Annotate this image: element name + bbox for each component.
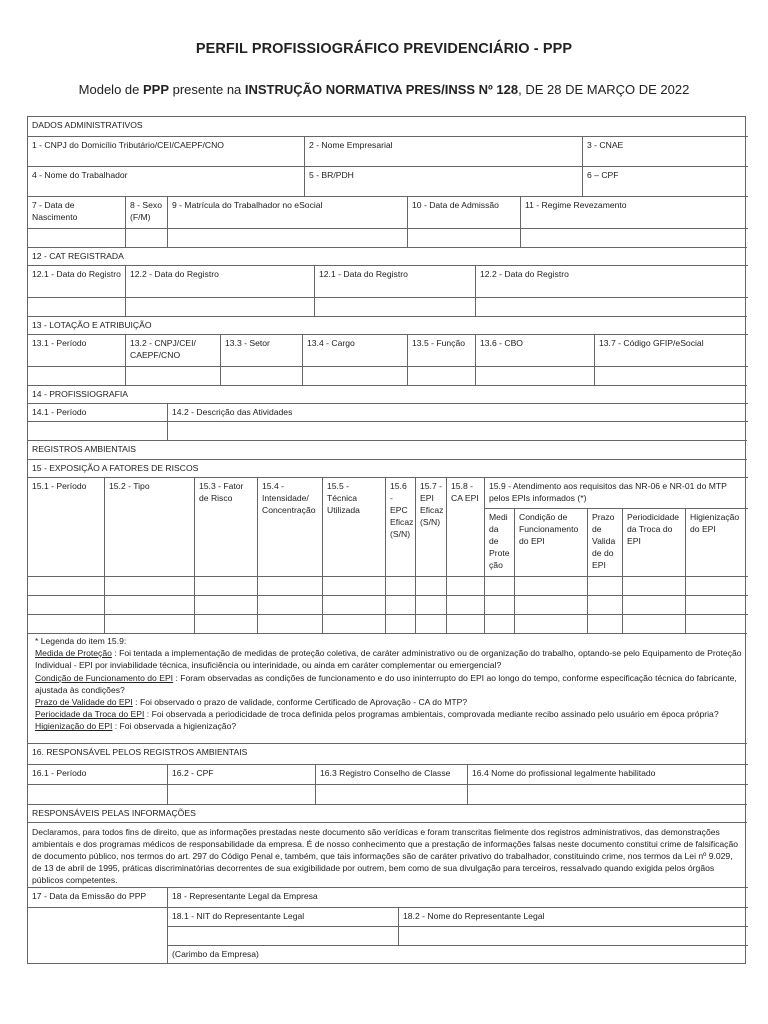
field-15-4: 15.4 - Intensidade/ Concentração — [257, 477, 322, 576]
field-13-5: 13.5 - Função — [407, 334, 475, 366]
table-cell[interactable] — [446, 576, 484, 595]
field-16-1: 16.1 - Período — [27, 764, 167, 784]
section-dados-administrativos: DADOS ADMINISTRATIVOS — [27, 117, 747, 136]
field-15-1: 15.1 - Período — [27, 477, 104, 576]
table-cell[interactable] — [415, 576, 446, 595]
table-cell[interactable] — [622, 614, 685, 633]
input-16-4[interactable] — [467, 784, 748, 804]
page-subtitle: Modelo de PPP presente na INSTRUÇÃO NORMATIVA PRES/INSS Nº 128, DE 28 DE MARÇO DE 2022 — [78, 82, 690, 97]
field-16-4: 16.4 Nome do profissional legalmente habilitado — [467, 764, 748, 784]
field-6-cpf[interactable]: 6 – CPF — [582, 166, 748, 196]
table-cell[interactable] — [322, 614, 385, 633]
field-18-1: 18.1 - NIT do Representante Legal — [167, 907, 398, 926]
input-12-2-a[interactable] — [125, 297, 314, 316]
section-profissiografia: 14 - PROFISSIOGRAFIA — [27, 385, 747, 403]
input-7[interactable] — [27, 228, 125, 247]
input-18-2[interactable] — [398, 926, 748, 945]
field-7-data-nascimento: 7 - Data de Nascimento — [27, 196, 125, 228]
input-13-2[interactable] — [125, 366, 220, 385]
table-cell[interactable] — [322, 595, 385, 614]
field-18: 18 - Representante Legal da Empresa — [167, 887, 748, 907]
field-5-br-pdh[interactable]: 5 - BR/PDH — [304, 166, 582, 196]
field-12-1-a: 12.1 - Data do Registro — [27, 265, 125, 297]
legenda-text: * Legenda do item 15.9: Medida de Proteção : Foi tentada a implementação de medidas de proteção coletiva, de caráter administrativo ou de organização do trabalho, optando-se pelo Equipamento de Proteção Individual - EPI por inviabilidade técnica, insuficiência ou interinidade, ou ainda em caráter complementar ou emergencial? Condição de Funcionamento do EPI : Foram observadas as condições de funcionamento e do uso ininterrupto do EPI ao longo do tempo, conforme especificação técnica do fabricante, ajustada às condições? Prazo de Validade do EPI : Foi observado o prazo de validade, conforme Certificado de Aprovação - CA do MTP? Periocidade da Troca do EPI : Foi observada a periodicidade de troca definida pelos programas ambientais, comprovada mediante recibo assinado pelo usuário em época própria? Higienização do EPI : Foi observada a higienização? — [35, 636, 742, 732]
input-13-7[interactable] — [594, 366, 748, 385]
input-13-5[interactable] — [407, 366, 475, 385]
field-4-nome-trabalhador[interactable]: 4 - Nome do Trabalhador — [27, 166, 304, 196]
section-responsaveis-informacoes: RESPONSÁVEIS PELAS INFORMAÇÕES — [27, 804, 747, 822]
field-1-cnpj[interactable]: 1 - CNPJ do Domicílio Tributário/CEI/CAEPF/CNO — [27, 136, 304, 166]
field-3-cnae[interactable]: 3 - CNAE — [582, 136, 748, 166]
field-15-9-periodicidade: Periodicidade da Troca do EPI — [622, 508, 685, 576]
table-cell[interactable] — [385, 595, 415, 614]
table-cell[interactable] — [484, 614, 514, 633]
field-13-3: 13.3 - Setor — [220, 334, 302, 366]
page-title: PERFIL PROFISSIOGRÁFICO PREVIDENCIÁRIO - PPP — [195, 41, 573, 57]
input-16-2[interactable] — [167, 784, 315, 804]
input-13-3[interactable] — [220, 366, 302, 385]
ppp-form — [27, 116, 746, 964]
table-cell[interactable] — [514, 576, 587, 595]
field-15-9-medida: Medi da de Prote ção — [484, 508, 514, 576]
input-16-1[interactable] — [27, 784, 167, 804]
input-13-6[interactable] — [475, 366, 594, 385]
input-12-1-b[interactable] — [314, 297, 475, 316]
table-cell[interactable] — [622, 576, 685, 595]
input-11[interactable] — [520, 228, 748, 247]
field-15-7: 15.7 - EPI Eficaz (S/N) — [415, 477, 446, 576]
field-15-6: 15.6 - EPC Eficaz (S/N) — [385, 477, 415, 576]
table-cell[interactable] — [257, 576, 322, 595]
table-cell[interactable] — [322, 576, 385, 595]
field-15-9-prazo: Prazo de Valida de do EPI — [587, 508, 622, 576]
input-12-2-b[interactable] — [475, 297, 748, 316]
table-cell[interactable] — [194, 595, 257, 614]
field-2-nome-empresarial[interactable]: 2 - Nome Empresarial — [304, 136, 582, 166]
input-14-1[interactable] — [27, 421, 167, 440]
field-12-2-b: 12.2 - Data do Registro — [475, 265, 748, 297]
field-13-4: 13.4 - Cargo — [302, 334, 407, 366]
table-cell[interactable] — [415, 595, 446, 614]
table-cell[interactable] — [27, 576, 104, 595]
field-15-8: 15.8 - CA EPI — [446, 477, 484, 576]
table-cell[interactable] — [257, 595, 322, 614]
field-17: 17 - Data da Emissão do PPP — [27, 887, 167, 907]
table-cell[interactable] — [194, 614, 257, 633]
input-18-1[interactable] — [167, 926, 398, 945]
table-cell[interactable] — [27, 614, 104, 633]
table-cell[interactable] — [484, 576, 514, 595]
field-15-2: 15.2 - Tipo — [104, 477, 194, 576]
table-cell[interactable] — [257, 614, 322, 633]
table-cell[interactable] — [415, 614, 446, 633]
field-16-2: 16.2 - CPF — [167, 764, 315, 784]
table-cell[interactable] — [685, 614, 748, 633]
field-9-matricula: 9 - Matrícula do Trabalhador no eSocial — [167, 196, 407, 228]
input-10[interactable] — [407, 228, 520, 247]
field-12-1-b: 12.1 - Data do Registro — [314, 265, 475, 297]
field-14-2: 14.2 - Descrição das Atividades — [167, 403, 748, 421]
field-11-regime-revezamento: 11 - Regime Revezamento — [520, 196, 748, 228]
field-13-2: 13.2 - CNPJ/CEI/ CAEPF/CNO — [125, 334, 220, 366]
table-cell[interactable] — [385, 614, 415, 633]
table-cell[interactable] — [514, 595, 587, 614]
table-cell[interactable] — [685, 576, 748, 595]
input-8[interactable] — [125, 228, 167, 247]
section-registros-ambientais: REGISTROS AMBIENTAIS — [27, 440, 747, 459]
field-10-data-admissao: 10 - Data de Admissão — [407, 196, 520, 228]
field-13-7: 13.7 - Código GFIP/eSocial — [594, 334, 748, 366]
input-17[interactable] — [27, 907, 167, 964]
table-cell[interactable] — [622, 595, 685, 614]
carimbo-empresa[interactable]: (Carimbo da Empresa) — [167, 945, 748, 964]
field-15-5: 15.5 - Técnica Utilizada — [322, 477, 385, 576]
input-13-4[interactable] — [302, 366, 407, 385]
field-8-sexo: 8 - Sexo (F/M) — [125, 196, 167, 228]
table-cell[interactable] — [587, 595, 622, 614]
table-cell[interactable] — [385, 576, 415, 595]
table-cell[interactable] — [27, 595, 104, 614]
section-lotacao: 13 - LOTAÇÃO E ATRIBUIÇÃO — [27, 316, 747, 334]
field-16-3: 16.3 Registro Conselho de Classe — [315, 764, 467, 784]
field-15-3: 15.3 - Fator de Risco — [194, 477, 257, 576]
table-cell[interactable] — [446, 595, 484, 614]
section-responsavel-registros: 16. RESPONSÁVEL PELOS REGISTROS AMBIENTAIS — [27, 743, 747, 764]
table-cell[interactable] — [104, 576, 194, 595]
table-cell[interactable] — [446, 614, 484, 633]
field-15-9-higienizacao: Higienização do EPI — [685, 508, 748, 576]
section-exposicao-riscos: 15 - EXPOSIÇÃO A FATORES DE RISCOS — [27, 459, 747, 477]
input-9[interactable] — [167, 228, 407, 247]
field-13-6: 13.6 - CBO — [475, 334, 594, 366]
table-cell[interactable] — [104, 595, 194, 614]
section-cat-registrada: 12 - CAT REGISTRADA — [27, 247, 747, 265]
input-13-1[interactable] — [27, 366, 125, 385]
table-cell[interactable] — [685, 595, 748, 614]
table-cell[interactable] — [587, 614, 622, 633]
table-cell[interactable] — [104, 614, 194, 633]
input-16-3[interactable] — [315, 784, 467, 804]
declaracao-text: Declaramos, para todos fins de direito, que as informações prestadas neste documento são verídicas e foram transcritas fielmente dos registros administrativos, das demonstrações ambientais e dos programas médicos de responsabilidade da empresa. É de nosso conhecimento que a prestação de informações falsas neste documento constitui crime de falsificação de documento público, nos termos do art. 297 do Código Penal e, também, que tais informações são de caráter privativo do trabalhador, constituindo crime, nos termos da Lei nº 9.029, de 13 de abril de 1995, práticas discriminatórias decorrentes de sua exigibilidade por outrem, bem como de sua divulgação para terceiros, ressalvado quando exigida pelos órgãos públicos competentes. — [27, 822, 747, 887]
field-12-2-a: 12.2 - Data do Registro — [125, 265, 314, 297]
input-14-2[interactable] — [167, 421, 748, 440]
field-15-9-condicao: Condição de Funcionamento do EPI — [514, 508, 587, 576]
field-18-2: 18.2 - Nome do Representante Legal — [398, 907, 748, 926]
field-14-1: 14.1 - Período — [27, 403, 167, 421]
input-12-1-a[interactable] — [27, 297, 125, 316]
field-15-9: 15.9 - Atendimento aos requisitos das NR-06 e NR-01 do MTP pelos EPIs informados (*) — [484, 477, 748, 508]
table-cell[interactable] — [587, 576, 622, 595]
table-cell[interactable] — [194, 576, 257, 595]
table-cell[interactable] — [514, 614, 587, 633]
table-cell[interactable] — [484, 595, 514, 614]
field-13-1: 13.1 - Período — [27, 334, 125, 366]
